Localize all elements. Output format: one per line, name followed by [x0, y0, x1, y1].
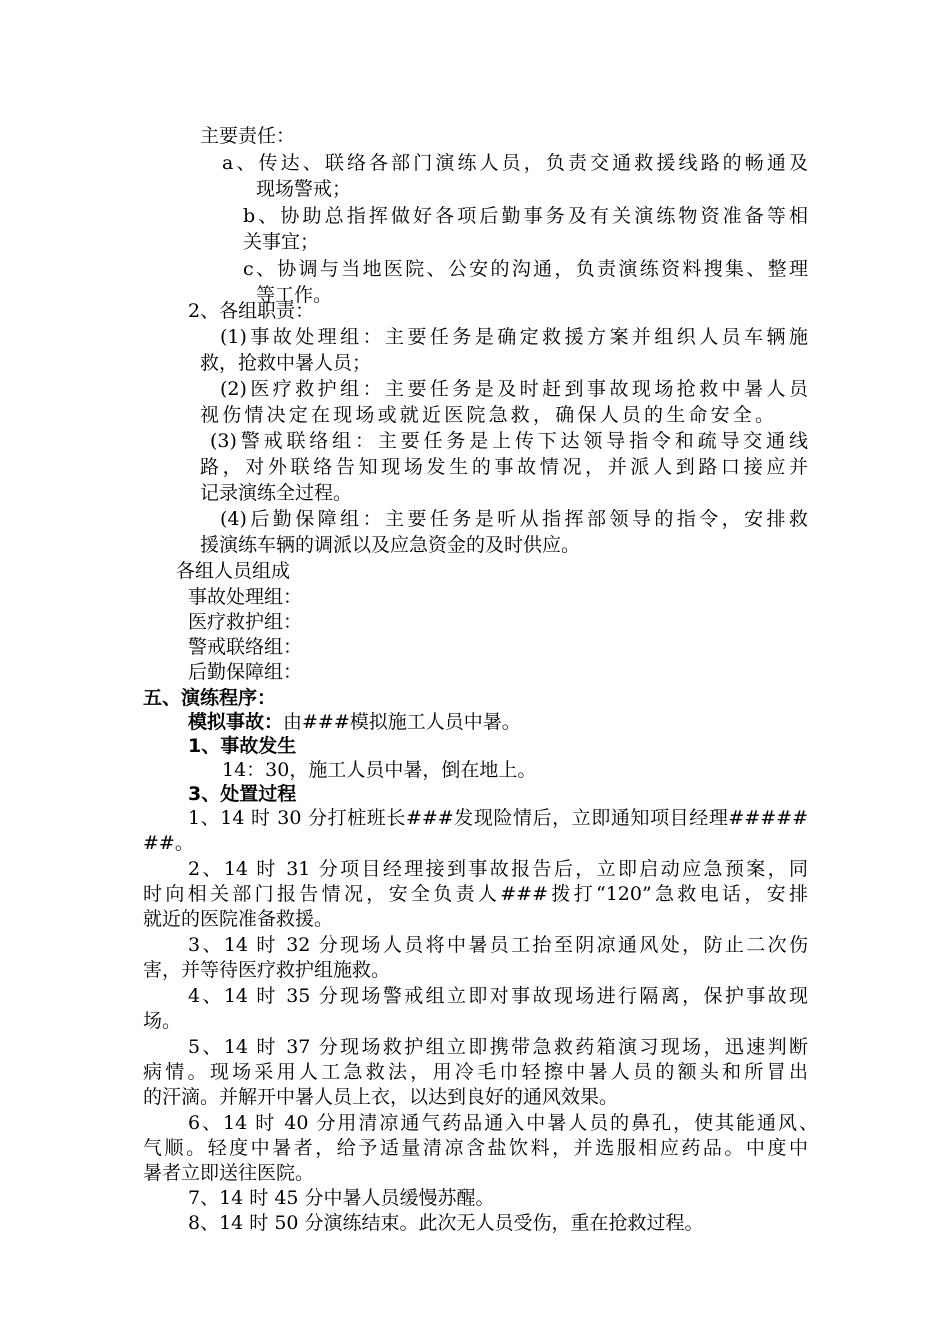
responsibility-a-line2: 现场警戒；	[256, 178, 352, 200]
step3-line1: 3、14 时 32 分现场人员将中暑员工抬至阴凉通风处，防止二次伤	[188, 934, 808, 956]
step5-line1: 5、14 时 37 分现场救护组立即携带急救药箱演习现场，迅速判断	[188, 1036, 808, 1058]
step3-line2: 害，并等待医疗救护组施救。	[143, 959, 391, 981]
step2-line3: 就近的医院准备救援。	[143, 908, 334, 930]
group3-duty-line3: 记录演练全过程。	[200, 482, 353, 504]
step2-line2: 时向相关部门报告情况，安全负责人###拨打“120”急救电话，安排	[143, 883, 808, 905]
simulated-accident-text: 由###模拟施工人员中暑。	[283, 711, 521, 733]
step5-line3: 的汗滴。并解开中暑人员上衣，以达到良好的通风效果。	[143, 1086, 619, 1108]
group1-duty-line1: (1)事故处理组：主要任务是确定救援方案并组织人员车辆施	[220, 326, 808, 348]
responsibility-c-line2: 等工作。	[256, 284, 333, 306]
accident-occurs-text: 14：30，施工人员中暑，倒在地上。	[222, 759, 537, 781]
composition-group3: 警戒联络组：	[188, 636, 303, 658]
step1-line1: 1、14 时 30 分打桩班长###发现险情后，立即通知项目经理#####	[188, 807, 808, 829]
group2-duty-line2: 视伤情决定在现场或就近医院急救，确保人员的生命安全。	[200, 404, 774, 426]
group3-duty-line2: 路，对外联络告知现场发生的事故情况，并派人到路口接应并	[200, 456, 808, 478]
responsibilities-heading: 主要责任：	[200, 125, 296, 147]
group4-duty-line1: (4)后勤保障组：主要任务是听从指挥部领导的指令，安排救	[220, 508, 808, 530]
responsibility-a-line1: a、传达、联络各部门演练人员，负责交通救援线路的畅通及	[222, 152, 808, 174]
step4-line1: 4、14 时 35 分现场警戒组立即对事故现场进行隔离，保护事故现	[188, 985, 808, 1007]
responsibility-c-line1: c、协调与当地医院、公安的沟通，负责演练资料搜集、整理	[243, 258, 808, 280]
procedure-heading: 五、演练程序：	[143, 687, 277, 709]
responsibility-b-line2: 关事宜；	[243, 231, 320, 253]
composition-group1: 事故处理组：	[188, 586, 303, 608]
composition-heading: 各组人员组成	[176, 560, 291, 582]
step4-line2: 场。	[143, 1010, 182, 1032]
simulated-accident-line	[188, 709, 521, 735]
step6-line2: 气顺。轻度中暑者，给予适量清凉含盐饮料，并选服相应药品。中度中	[143, 1137, 808, 1159]
section-accident-occurs: 1、事故发生	[188, 735, 297, 757]
step8-line: 8、14 时 50 分演练结束。此次无人员受伤，重在抢救过程。	[188, 1212, 704, 1234]
step1-line2: ##。	[143, 832, 194, 854]
responsibility-b-line1: b、协助总指挥做好各项后勤事务及有关演练物资准备等相	[243, 205, 808, 227]
composition-group2: 医疗救护组：	[188, 611, 303, 633]
section-handling-process: 3、处置过程	[188, 783, 297, 805]
step2-line1: 2、14 时 31 分项目经理接到事故报告后，立即启动应急预案，同	[188, 858, 808, 880]
step5-line2: 病情。现场采用人工急救法，用冷毛巾轻擦中暑人员的额头和所冒出	[143, 1061, 808, 1083]
group4-duty-line2: 援演练车辆的调派以及应急资金的及时供应。	[200, 534, 581, 556]
step6-line1: 6、14 时 40 分用清凉通气药品通入中暑人员的鼻孔，使其能通风、	[188, 1112, 818, 1134]
step7-line: 7、14 时 45 分中暑人员缓慢苏醒。	[188, 1187, 495, 1209]
group3-duty-line1: (3)警戒联络组：主要任务是上传下达领导指令和疏导交通线	[210, 430, 808, 452]
group1-duty-line2: 救，抢救中暑人员；	[200, 352, 372, 374]
simulated-accident-label: 模拟事故：	[188, 711, 284, 733]
step6-line3: 暑者立即送往医院。	[143, 1162, 315, 1184]
composition-group4: 后勤保障组：	[188, 661, 303, 683]
group2-duty-line1: (2)医疗救护组：主要任务是及时赶到事故现场抢救中暑人员	[220, 378, 808, 400]
group-duties-heading: 2、各组职责：	[188, 300, 315, 322]
